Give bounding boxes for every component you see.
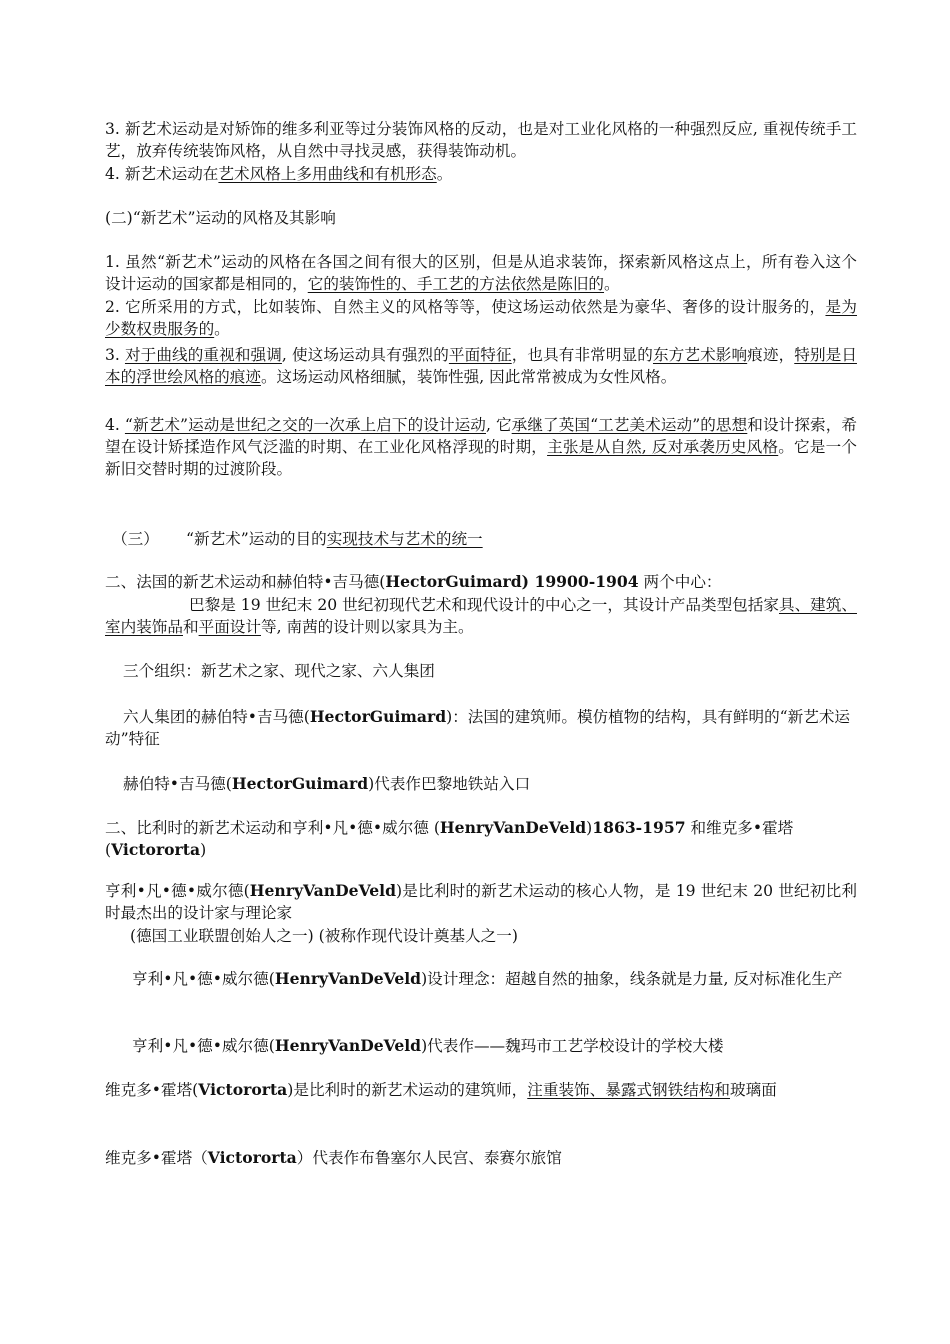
text: (德国工业联盟创始人之一) (被称作现代设计奠基人之一)	[130, 927, 518, 945]
underlined-text: 承继了英国“工艺美术运动”的思想	[511, 416, 748, 434]
text: )是比利时的新艺术运动的建筑师，	[287, 1081, 528, 1099]
text: 二、法国的新艺术运动和赫伯特•吉马德(	[105, 573, 386, 591]
belgium-victor-work	[105, 1147, 857, 1169]
bold-text: Victororta	[111, 840, 201, 859]
paragraph-2-3	[105, 344, 857, 388]
text: 和	[182, 618, 199, 636]
text: )设计理念：超越自然的抽象，线条就是力量, 反对标准化生产	[421, 970, 843, 988]
bold-text: HectorGuimard) 19900-1904	[385, 572, 639, 591]
text: 3.	[105, 346, 125, 364]
text: ，也具有非常明显的	[511, 346, 653, 364]
underlined-text: 平面特征	[448, 346, 512, 364]
paragraph-1-3	[105, 118, 857, 162]
text: 等, 南茜的设计则以家具为主。	[260, 618, 474, 636]
bold-text: HenryVanDeVeld	[274, 969, 422, 988]
underlined-text: 具、建筑、室内装饰品	[105, 596, 857, 636]
underlined-text: 是为少数权贵服务的	[105, 298, 857, 338]
bold-text: Victororta	[198, 1080, 288, 1099]
belgium-victor-intro	[105, 1079, 857, 1101]
text: , 使这场运动具有强烈的	[281, 346, 449, 364]
france-organizations	[123, 660, 857, 682]
text: 。这场运动风格细腻，装饰性强, 因此常常被成为女性风格。	[260, 368, 677, 386]
bold-text: 1863-1957	[592, 818, 686, 837]
france-paris-paragraph	[105, 594, 857, 638]
text: )代表作巴黎地铁站入口	[368, 775, 531, 793]
underlined-text: 对于曲线的重视和强调	[124, 346, 282, 364]
france-representative-work	[123, 773, 857, 795]
underlined-text: 特别是日本的浮世绘风格的痕迹	[105, 346, 857, 386]
belgium-henry-roles	[130, 925, 857, 947]
belgium-henry-idea	[105, 968, 857, 990]
heading-text: (二)“新艺术”运动的风格及其影响	[105, 209, 336, 227]
paragraph-2-1	[105, 251, 857, 295]
text: 亨利•凡•德•威尔德(	[105, 882, 250, 900]
text: 六人集团的赫伯特•吉马德(	[123, 708, 310, 726]
text: “新艺术”运动的目的	[186, 530, 327, 548]
paragraph-1-4	[105, 163, 857, 185]
bold-text: HenryVanDeVeld	[274, 1036, 422, 1055]
underlined-text: 艺术风格上多用曲线和有机形态	[218, 165, 437, 183]
belgium-henry-intro	[105, 880, 857, 924]
bold-text: HectorGuimard	[231, 774, 369, 793]
text: 。它是一个新旧交替时期的过渡阶段。	[105, 438, 857, 478]
belgium-heading	[105, 817, 857, 861]
france-six-group	[105, 706, 857, 750]
text: 痕迹，	[747, 346, 795, 364]
text: 3. 新艺术运动是对矫饰的维多利亚等过分装饰风格的反动，也是对工业化风格的一种强烈反应, 重视传统手工艺，放弃传统装饰风格，从自然中寻找灵感，获得装饰动机。	[105, 120, 857, 160]
text: 二、比利时的新艺术运动和亨利•凡•德•威尔德 (	[105, 819, 440, 837]
underlined-text: “新艺术”运动是世纪之交的一次承上启下的设计运动	[124, 416, 486, 434]
text: 亨利•凡•德•威尔德(	[132, 1037, 275, 1055]
text: 两个中心：	[638, 573, 722, 591]
bold-text: HenryVanDeVeld	[439, 818, 587, 837]
text: )：法国的建筑师。模仿植物的结构，具有鲜明的“新艺术运动”特征	[105, 708, 851, 748]
text: 。	[604, 275, 620, 293]
text: 三个组织：新艺术之家、现代之家、六人集团	[123, 662, 435, 680]
belgium-henry-work	[132, 1035, 857, 1057]
text: ）代表作布鲁塞尔人民宫、泰赛尔旅馆	[296, 1149, 562, 1167]
underlined-text: 平面设计	[198, 618, 261, 636]
text: 。	[436, 165, 453, 183]
underlined-text: 注重装饰、暴露式钢铁结构和	[527, 1081, 730, 1099]
text: 巴黎是 19 世纪末 20 世纪初现代艺术和现代设计的中心之一，其设计产品类型包括家	[189, 596, 779, 614]
text: 维克多•霍塔(	[105, 1081, 199, 1099]
underlined-text: 实现技术与艺术的统一	[326, 530, 483, 548]
france-heading	[105, 571, 857, 593]
bold-text: Victororta	[207, 1148, 297, 1167]
text: 。	[214, 320, 230, 338]
paragraph-2-2	[105, 296, 857, 340]
text: 4. 新艺术运动在	[105, 165, 219, 183]
text: 亨利•凡•德•威尔德(	[132, 970, 275, 988]
text: )	[200, 841, 207, 859]
paragraph-2-4	[105, 414, 857, 480]
bold-text: HectorGuimard	[309, 707, 447, 726]
text: 玻璃面	[730, 1081, 777, 1099]
text: )代表作——魏玛市工艺学校设计的学校大楼	[421, 1037, 724, 1055]
text: 1. 虽然“新艺术”运动的风格在各国之间有很大的区别，但是从追求装饰，探索新风格这点上，所有卷入这个设计运动的国家都是相同的，	[105, 253, 857, 293]
text: 和维克多•霍塔(	[105, 819, 794, 859]
section-number: （三）	[112, 530, 159, 548]
underlined-text: 东方艺术影响	[652, 346, 748, 364]
section-2-heading	[105, 207, 857, 229]
text: 和设计探索，希望在设计矫揉造作风气泛滥的时期、在工业化风格浮现的时期，	[105, 416, 857, 456]
underlined-text: 主张是从自然, 反对承袭历史风格	[547, 438, 779, 456]
text: 赫伯特•吉马德(	[123, 775, 232, 793]
text: )是比利时的新艺术运动的核心人物，是 19 世纪末 20 世纪初比利时最杰出的设计家与理论家	[105, 882, 857, 922]
text: )	[586, 819, 593, 837]
text: 2. 它所采用的方式，比如装饰、自然主义的风格等等，使这场运动依然是为豪华、奢侈的设计服务的，	[105, 298, 826, 316]
text: 维克多•霍塔（	[105, 1149, 208, 1167]
underlined-text: 它的装饰性的、手工艺的方法依然是陈旧的	[307, 275, 605, 293]
text: 4.	[105, 416, 125, 434]
text: , 它	[485, 416, 512, 434]
bold-text: HenryVanDeVeld	[249, 881, 396, 900]
section-3-heading	[112, 528, 864, 550]
